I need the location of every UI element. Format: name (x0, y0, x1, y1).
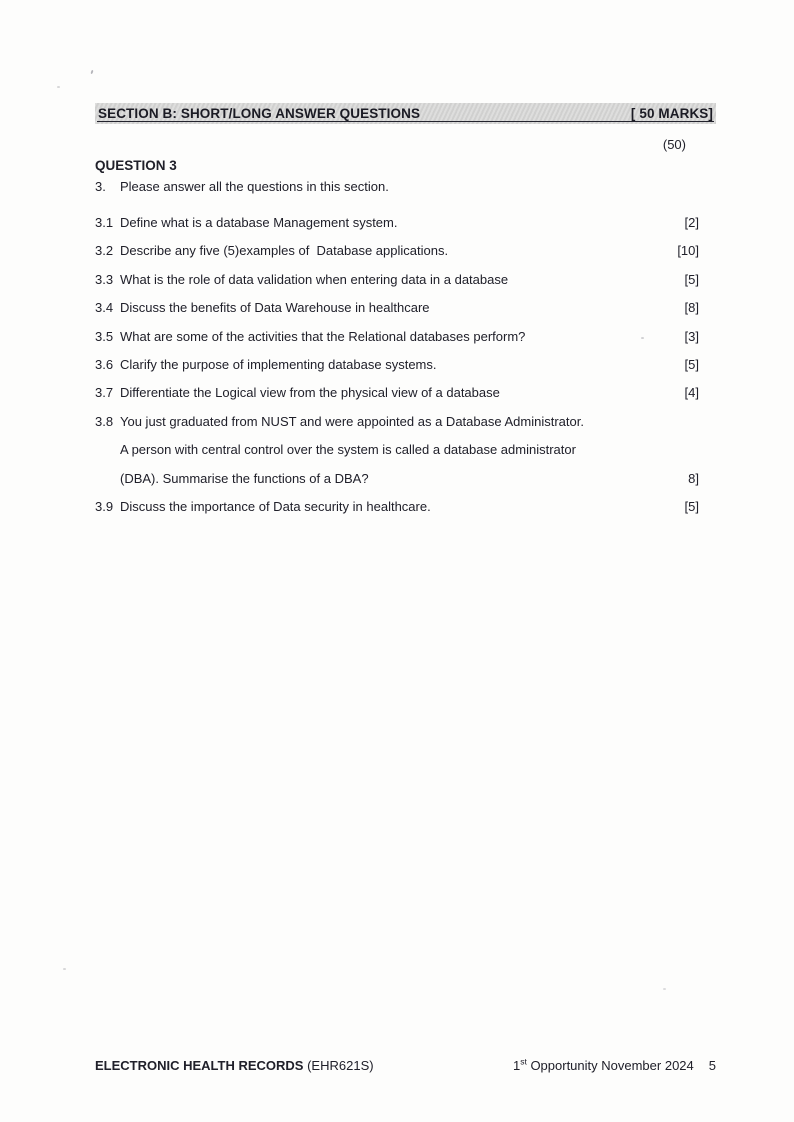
question-number: 3.6 (95, 356, 114, 372)
question-list (95, 209, 716, 521)
question-row (95, 323, 716, 351)
question-row-continuation (95, 465, 716, 493)
question-text: Define what is a database Management system. (120, 215, 398, 230)
section-title: SECTION B: SHORT/LONG ANSWER QUESTIONS (98, 106, 421, 121)
question-text: Discuss the benefits of Data Warehouse in healthcare (120, 300, 430, 316)
question-marks: [10] (677, 243, 699, 259)
question-number: 3.8 (95, 413, 114, 429)
question-number: 3.4 (95, 300, 114, 316)
question-marks: [3] (684, 328, 699, 344)
question-text: Differentiate the Logical view from the physical view of a database (120, 385, 500, 401)
question-text: Clarify the purpose of implementing database systems. (120, 356, 437, 372)
instruction-number: 3. (95, 179, 106, 194)
question-number: 3.1 (95, 215, 114, 230)
scan-speck (90, 70, 93, 74)
question-text: Describe any five (5)examples of Database applications. (120, 243, 449, 259)
question-heading: QUESTION 3 (95, 158, 177, 173)
page-content (95, 103, 716, 521)
question-marks: 8] (688, 470, 699, 486)
instruction-text: Please answer all the questions in this section. (120, 179, 389, 194)
section-total-marks: [ 50 MARKS] (630, 106, 713, 121)
question-row-continuation (95, 436, 716, 464)
question-row (95, 209, 716, 237)
footer-session (513, 1057, 716, 1074)
scan-speck (57, 86, 60, 88)
question-text: You just graduated from NUST and were appointed as a Database Administrator. (120, 413, 584, 429)
question-text: (DBA). Summarise the functions of a DBA? (120, 470, 369, 486)
footer-course-code: (EHR621S) (303, 1058, 374, 1073)
question-text: What are some of the activities that the Relational databases perform? (120, 328, 526, 344)
footer-opportunity-text: Opportunity November 2024 (526, 1058, 694, 1073)
question-row (95, 266, 716, 294)
question-number: 3.3 (95, 271, 114, 287)
question-number: 3.5 (95, 328, 114, 344)
question-row (95, 237, 716, 265)
page-footer (95, 1057, 716, 1074)
question-text: Discuss the importance of Data security in healthcare. (120, 498, 431, 514)
footer-course-title: ELECTRONIC HEALTH RECORDS (95, 1058, 304, 1073)
footer-page-number: 5 (708, 1058, 716, 1073)
question-marks: [5] (684, 498, 699, 514)
section-header-bar (95, 103, 716, 124)
question-number: 3.2 (95, 243, 114, 259)
question-marks: [8] (684, 300, 699, 316)
question-number: 3.9 (95, 498, 114, 514)
question-text: A person with central control over the system is called a database administrator (120, 442, 576, 458)
footer-opportunity-ordinal: st (520, 1056, 527, 1067)
question-total-marks: (50) (662, 137, 686, 152)
scan-speck (63, 968, 66, 970)
question-number: 3.7 (95, 385, 114, 401)
scan-speck (663, 988, 666, 990)
question-row (95, 493, 716, 521)
instruction-row (95, 178, 716, 195)
question-marks: [4] (684, 385, 699, 401)
footer-course (95, 1057, 374, 1074)
footer-opportunity-number: 1 (512, 1058, 521, 1073)
question-marks: [5] (684, 271, 699, 287)
question-marks: [5] (684, 356, 699, 372)
question-marks: [2] (684, 215, 699, 230)
question-row (95, 408, 716, 436)
question-row (95, 379, 716, 407)
question-row (95, 294, 716, 322)
question-row (95, 351, 716, 379)
question-text: What is the role of data validation when entering data in a database (120, 271, 509, 287)
